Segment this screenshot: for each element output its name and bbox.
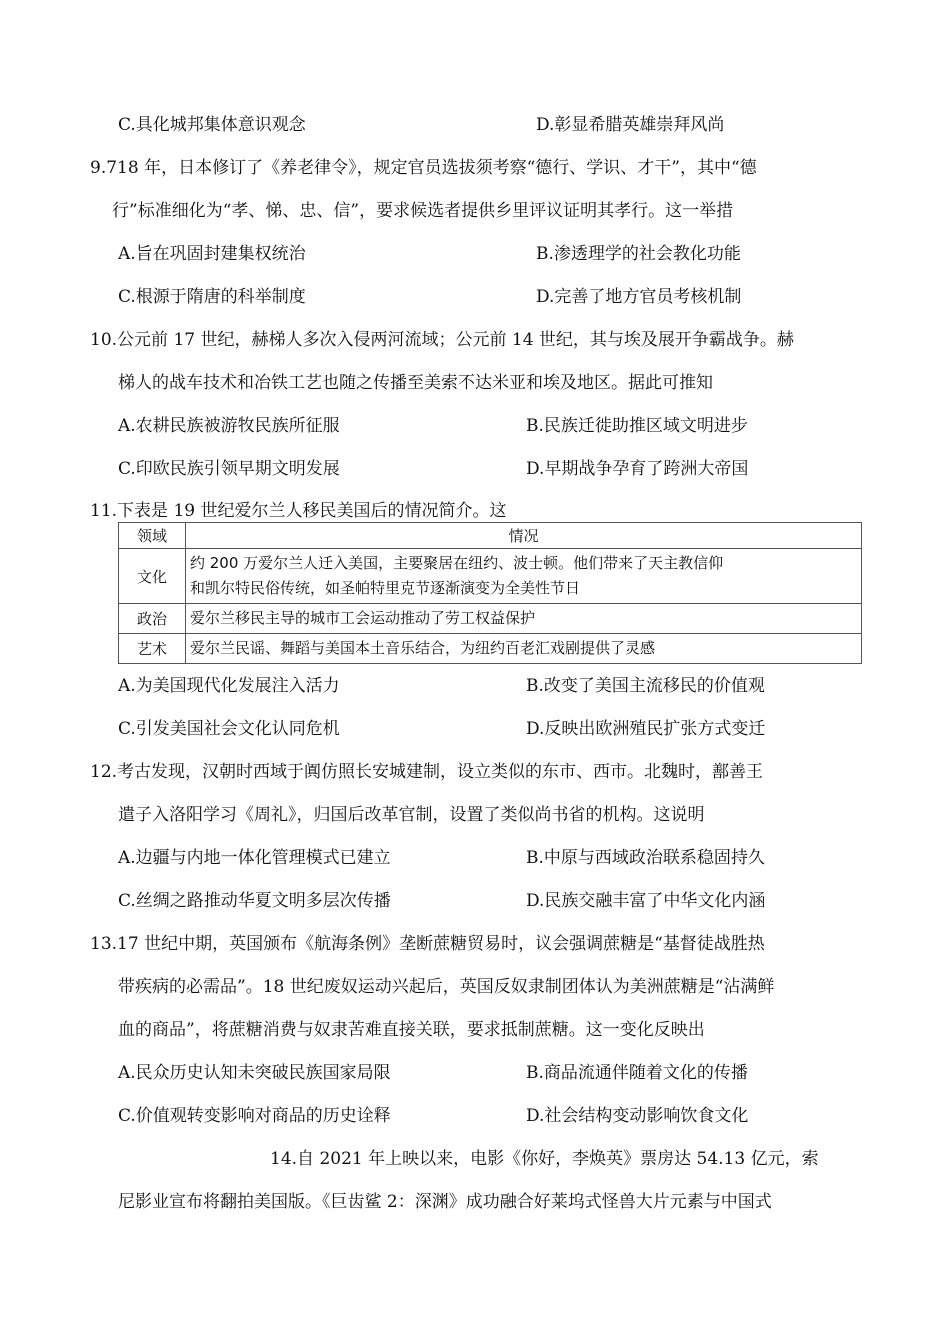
table-header-desc: 情况 <box>186 523 862 549</box>
q11-stem: 11.下表是 19 世纪爱尔兰人移民美国后的情况简介。这 <box>90 501 507 521</box>
table-cell-desc-line: 和凯尔特民俗传统，如圣帕特里克节逐渐演变为全美性节日 <box>190 579 581 597</box>
q10-stem-line2: 梯人的战车技术和冶铁工艺也随之传播至美索不达米亚和埃及地区。据此可推知 <box>118 373 713 393</box>
q13-option-b: B.商品流通伴随着文化的传播 <box>526 1063 748 1083</box>
q13-option-a: A.民众历史认知未突破民族国家局限 <box>118 1063 391 1083</box>
table-row <box>119 604 862 634</box>
q9-option-a: A.旨在巩固封建集权统治 <box>118 244 306 264</box>
q10-stem-line1: 10.公元前 17 世纪，赫梯人多次入侵两河流域；公元前 14 世纪，其与埃及展开争霸战争。赫 <box>90 330 794 350</box>
q9-option-d: D.完善了地方官员考核机制 <box>536 287 742 307</box>
table-cell-field: 文化 <box>119 549 186 604</box>
q13-stem-line3: 血的商品”，将蔗糖消费与奴隶苦难直接关联，要求抵制蔗糖。这一变化反映出 <box>118 1020 705 1040</box>
q12-option-d: D.民族交融丰富了中华文化内涵 <box>526 891 766 911</box>
q14-stem-line1: 14.自 2021 年上映以来，电影《你好，李焕英》票房达 54.13 亿元，索 <box>270 1149 819 1169</box>
q11-option-a: A.为美国现代化发展注入活力 <box>118 676 340 696</box>
q11-info-table <box>118 522 862 664</box>
q10-option-b: B.民族迁徙助推区域文明进步 <box>526 416 748 436</box>
q10-option-d: D.早期战争孕育了跨洲大帝国 <box>526 459 749 479</box>
table-header-field: 领域 <box>119 523 186 549</box>
table-cell-desc <box>186 549 862 604</box>
table-cell-desc-line: 约 200 万爱尔兰人迁入美国，主要聚居在纽约、波士顿。他们带来了天主教信仰 <box>190 554 724 572</box>
q8-option-d: D.彰显希腊英雄崇拜风尚 <box>536 115 725 135</box>
table-cell-field: 艺术 <box>119 634 186 664</box>
q9-option-c: C.根源于隋唐的科举制度 <box>118 287 306 307</box>
q9-option-b: B.渗透理学的社会教化功能 <box>536 244 741 264</box>
table-cell-field: 政治 <box>119 604 186 634</box>
q12-option-a: A.边疆与内地一体化管理模式已建立 <box>118 848 391 868</box>
q12-stem-line2: 遣子入洛阳学习《周礼》，归国后改革官制，设置了类似尚书省的机构。这说明 <box>118 805 705 825</box>
q14-stem-line2: 尼影业宣布将翻拍美国版。《巨齿鲨 2：深渊》成功融合好莱坞式怪兽大片元素与中国式 <box>118 1192 772 1212</box>
q10-option-c: C.印欧民族引领早期文明发展 <box>118 459 340 479</box>
q12-option-c: C.丝绸之路推动华夏文明多层次传播 <box>118 891 391 911</box>
table-cell-desc: 爱尔兰民谣、舞蹈与美国本土音乐结合，为纽约百老汇戏剧提供了灵感 <box>186 634 862 664</box>
table-cell-desc: 爱尔兰移民主导的城市工会运动推动了劳工权益保护 <box>186 604 862 634</box>
q9-stem-line1: 9.718 年，日本修订了《养老律令》，规定官员选拔须考察“德行、学识、才干”，其中“德 <box>90 158 757 178</box>
q11-option-c: C.引发美国社会文化认同危机 <box>118 719 340 739</box>
q13-stem-line1: 13.17 世纪中期，英国颁布《航海条例》垄断蔗糖贸易时，议会强调蔗糖是“基督徒战胜热 <box>90 934 765 954</box>
q11-option-b: B.改变了美国主流移民的价值观 <box>526 676 765 696</box>
q11-option-d: D.反映出欧洲殖民扩张方式变迁 <box>526 719 766 739</box>
table-row <box>119 634 862 664</box>
table-header-row <box>119 523 862 549</box>
q8-option-c: C.具化城邦集体意识观念 <box>118 115 306 135</box>
q13-option-d: D.社会结构变动影响饮食文化 <box>526 1106 749 1126</box>
q13-option-c: C.价值观转变影响对商品的历史诠释 <box>118 1106 391 1126</box>
q9-stem-line2: 行”标准细化为“孝、悌、忠、信”，要求候选者提供乡里评议证明其孝行。这一举措 <box>112 201 734 221</box>
q12-option-b: B.中原与西域政治联系稳固持久 <box>526 848 765 868</box>
q10-option-a: A.农耕民族被游牧民族所征服 <box>118 416 340 436</box>
q12-stem-line1: 12.考古发现，汉朝时西域于阗仿照长安城建制，设立类似的东市、西市。北魏时，鄯善王 <box>90 762 764 782</box>
table-row <box>119 549 862 604</box>
q13-stem-line2: 带疾病的必需品”。18 世纪废奴运动兴起后，英国反奴隶制团体认为美洲蔗糖是“沾满鲜 <box>118 977 775 997</box>
